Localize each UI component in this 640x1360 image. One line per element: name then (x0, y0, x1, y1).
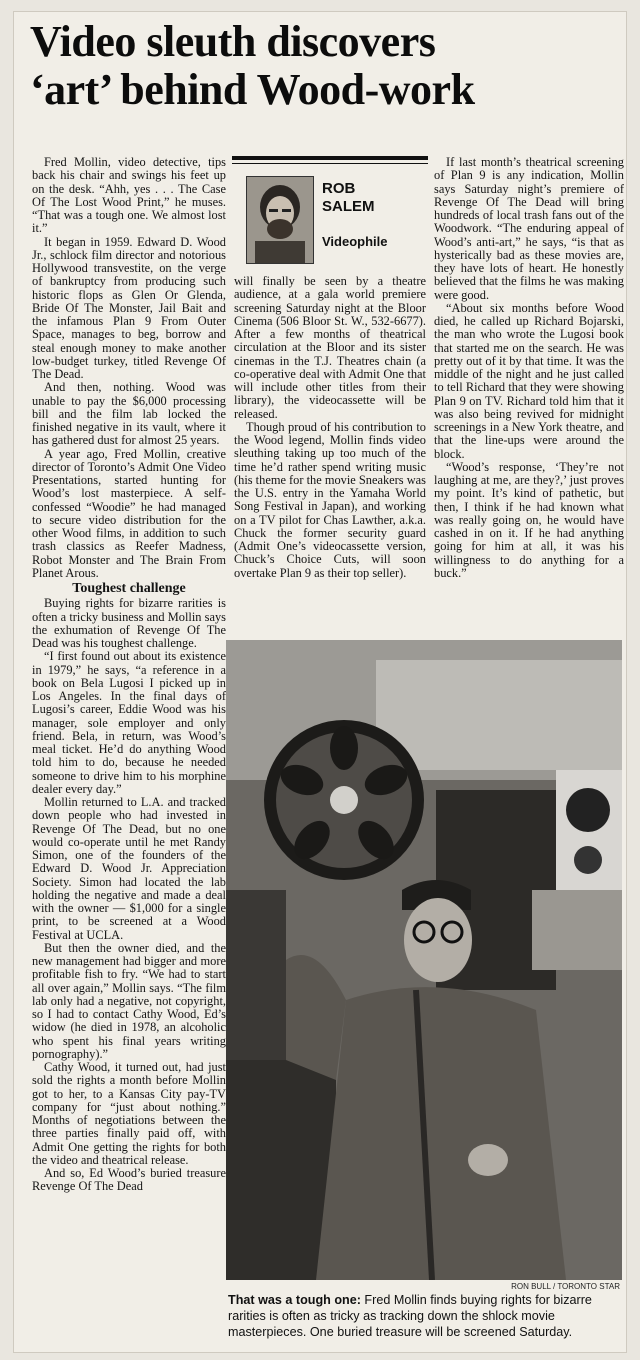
author-portrait-image (247, 177, 313, 263)
article-column-3 (434, 156, 624, 580)
paragraph: will finally be seen by a theatre audience, at a gala world premiere screening Saturday night at the Bloor Cinema (506 Bloor St. W., 532-6677). After a few months of theatrical circulation at the Bloor and its sister cinemas in the T.J. Theatres chain (a co-operative deal with Admit One that will include other titles from their library), the videocassette will be released. (234, 274, 426, 421)
subhead: Toughest challenge (72, 581, 186, 596)
paragraph: A year ago, Fred Mollin, creative director of Toronto’s Admit One Video Presentations, started hunting for Wood’s lost masterpiece. A self-confessed “Woodie” he had managed to secure video distribution for the other Wood films, in addition to such trash classics as Reefer Madness, Robot Monster and The Brain From Planet Arous. (32, 446, 226, 580)
photo-credit: RON BULL / TORONTO STAR (511, 1282, 620, 1291)
paragraph: It began in 1959. Edward D. Wood Jr., schlock film director and notorious Hollywood transvestite, on the verge of bankruptcy from producing such historic flops as Glen Or Glenda, Bride Of The Monster, Jail Bait and the infamous Plan 9 From Outer Space, manages to beg, borrow and steal enough money to make another low-budget turkey, titled Revenge Of The Dead. (32, 234, 226, 381)
paragraph: “Wood’s response, ‘They’re not laughing at me, are they?,’ just proves my point. It’s kind of pathetic, but then, I think if he had known what was really going on, he would have cashed in on it. If he had anything going for him at all, it was his willingness to do anything for a buck.” (434, 459, 624, 580)
paragraph: Though proud of his contribution to the Wood legend, Mollin finds video sleuthing taking up too much of the time he’d rather spend writing music (his theme for the movie Sneakers was the U.S. entry in the Yamaha World Song Festival in Japan), and working on a TV pilot for Chas Lawther, a.k.a. Chuck the former security guard (Admit One’s videocassette version, Chuck’s Choice Cuts, will soon overtake Plan 9 as their top seller). (234, 419, 427, 580)
paragraph: And then, nothing. Wood was unable to pay the $6,000 processing bill and the film lab locked the finished negative in its vault, where it has gathered dust for almost 25 years. (32, 380, 226, 448)
author-first-name: ROB (322, 180, 356, 197)
paragraph: If last month’s theatrical screening of Plan 9 is any indication, Mollin says Saturday night’s premiere of Revenge Of The Dead will bring hundreds of local trash fans out of the Woodwork. “The enduring appeal of Wood’s anti-art,” he says, “is that as hysterically bad as these movies are, they have lots of heart. He honestly believed that the films he was making were good. (434, 155, 624, 302)
byline-box (232, 156, 428, 272)
article-photo (226, 640, 622, 1280)
paragraph: “About six months before Wood died, he called up Richard Bojarski, the man who wrote the Lugosi book that started me on the search. He was pretty out of it by that time. It was the middle of the night and he just called to tell Richard that they were showing Plan 9 on TV. Richard told him that it was also being revived for midnight screenings in a New York theatre, and that the line-ups were around the block. (434, 300, 624, 461)
author-photo (246, 176, 314, 264)
man-with-film-reel-image (226, 640, 622, 1280)
paragraph: Fred Mollin, video detective, tips back his chair and swings his feet up on the desk. “Ahh, yes . . . The Case Of The Lost Wood Print,” he muses. “That was a tough one. We almost lost it.” (32, 155, 226, 236)
paragraph: “I first found out about its existence in 1979,” he says, “a reference in a book on Bela Lugosi I picked up in Los Angeles. In the final days of Lugosi’s career, Eddie Wood was his manager, sole employer and only friend. Bela, in return, was Wood’s meal ticket. He’d do anything Wood told him to do, because he needed someone to drive him to his morphine dealer every day.” (32, 649, 226, 796)
article-column-2 (234, 275, 426, 580)
byline-rule (232, 163, 428, 164)
newspaper-clipping (14, 12, 626, 1352)
paragraph: And so, Ed Wood’s buried treasure Revenge Of The Dead (32, 1166, 226, 1194)
headline-line-2: ‘art’ behind Wood-work (30, 65, 475, 114)
caption-text: Fred Mollin finds buying rights for bizarre rarities is often as tricky as tracking down the shlock movie masterpieces. One buried treasure will be screened Saturday. (228, 1293, 592, 1339)
paragraph: Mollin returned to L.A. and tracked down people who had invested in Revenge Of The Dead, but no one would co-operate until he met Randy Simon, one of the founders of the Edward D. Wood Jr. Appreciation Society. Simon had located the lab holding the negative and made a deal with the owner — $1,000 for a single print, to be screened at a Wood Festival at UCLA. (32, 795, 226, 942)
article-column-1 (32, 156, 226, 1194)
author-last-name: SALEM (322, 198, 375, 215)
paragraph: Buying rights for bizarre rarities is often a tricky business and Mollin says the exhumation of Revenge Of The Dead was his toughest challenge. (32, 596, 226, 650)
column-name: Videophile (322, 234, 388, 249)
paragraph: Cathy Wood, it turned out, had just sold the rights a month before Mollin got to her, to a Kansas City pay-TV company for “just about nothing.” Months of negotiations between the three parties finally paid off, with Admit One getting the rights for both the video and theatrical release. (32, 1060, 226, 1167)
author-name (322, 180, 375, 216)
paragraph: But then the owner died, and the new management had bigger and more profitable fish to fry. “We had to start all over again,” Mollin says. “The film lab only had a negative, not copyright, so I had to contact Cathy Wood, Ed’s widow (he died in 1978, an alcoholic who spent his final years writing pornography).” (32, 940, 226, 1061)
headline-line-1: Video sleuth discovers (30, 17, 436, 66)
headline (30, 18, 610, 114)
caption-lead: That was a tough one: (228, 1293, 361, 1307)
photo-caption (228, 1292, 622, 1340)
